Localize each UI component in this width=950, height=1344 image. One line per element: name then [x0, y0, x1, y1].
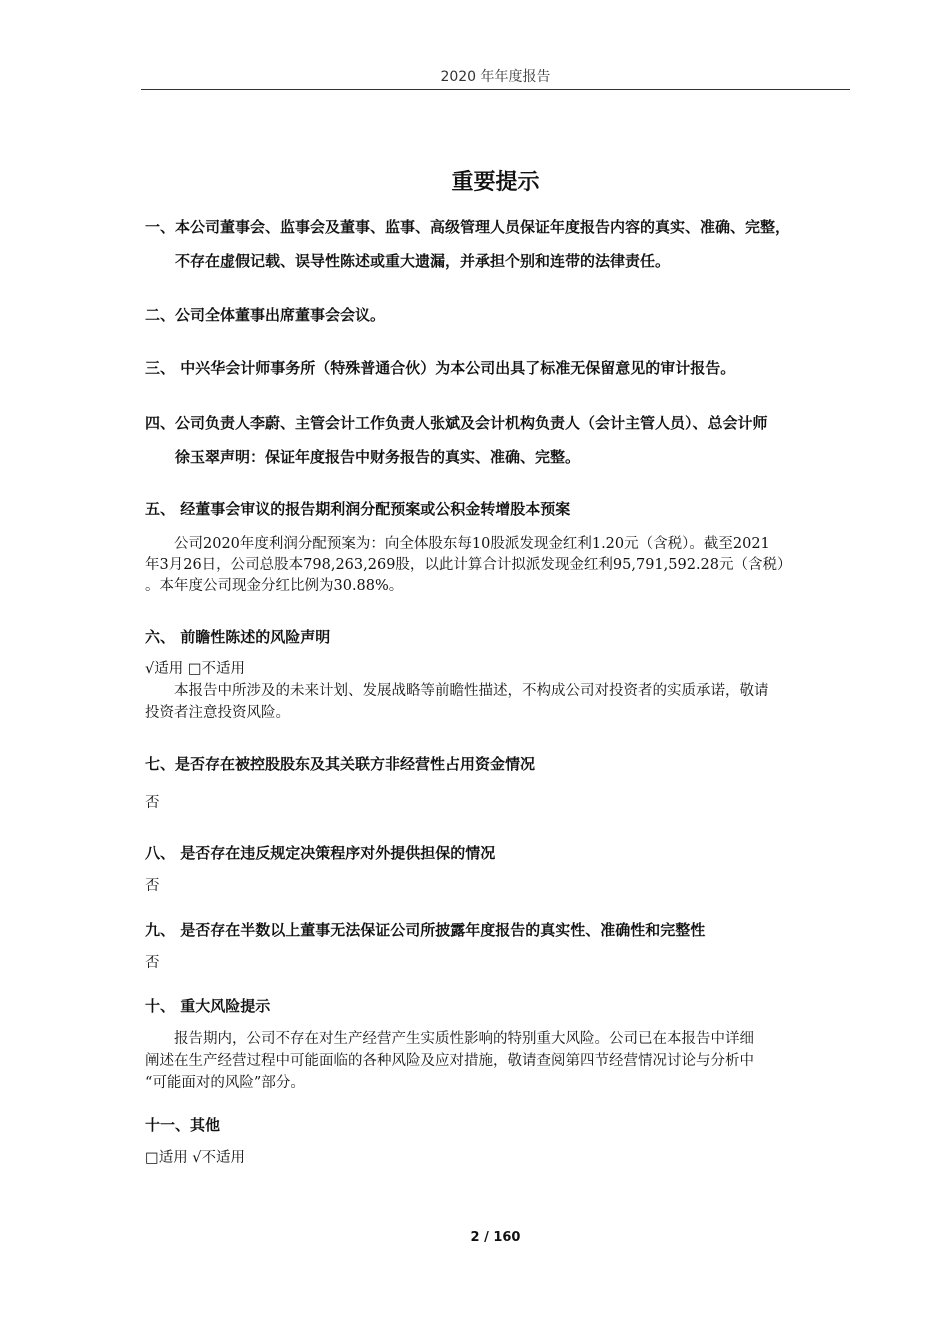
section-10-heading: 十、 重大风险提示 — [145, 997, 271, 1015]
page-title: 重要提示 — [451, 170, 540, 195]
section-7-answer: 否 — [145, 795, 160, 811]
section-9-heading: 九、 是否存在半数以上董事无法保证公司所披露年度报告的真实性、准确性和完整性 — [145, 921, 706, 939]
section-6-heading: 六、 前瞻性陈述的风险声明 — [145, 628, 331, 646]
section-4-line-2: 徐玉翠声明：保证年度报告中财务报告的真实、准确、完整。 — [175, 448, 581, 466]
section-4-line-1: 四、公司负责人李蔚、主管会计工作负责人张斌及会计机构负责人（会计主管人员）、总会计师 — [145, 414, 768, 432]
section-10-body-line-3: “可能面对的风险”部分。 — [145, 1075, 305, 1091]
section-8-answer: 否 — [145, 878, 160, 894]
section-10-body-line-1: 报告期内，公司不存在对生产经营产生实质性影响的特别重大风险。公司已在本报告中详细 — [145, 1031, 754, 1047]
section-3-line-1: 三、 中兴华会计师事务所（特殊普通合伙）为本公司出具了标准无保留意见的审计报告。 — [145, 359, 736, 377]
section-1-line-2: 不存在虚假记载、误导性陈述或重大遗漏，并承担个别和连带的法律责任。 — [175, 252, 671, 270]
section-6-body-line-2: 投资者注意投资风险。 — [145, 705, 290, 721]
running-header: 2020 年年度报告 — [440, 69, 551, 85]
section-11-heading: 十一、其他 — [145, 1116, 221, 1134]
section-1-line-1: 一、本公司董事会、监事会及董事、监事、高级管理人员保证年度报告内容的真实、准确、完整， — [145, 218, 791, 236]
section-5-body-line-2: 年3月26日，公司总股本798,263,269股，以此计算合计拟派发现金红利95,791,592.28元（含税） — [145, 557, 792, 573]
section-2-line-1: 二、公司全体董事出席董事会会议。 — [145, 306, 386, 324]
section-10-body-line-2: 阐述在生产经营过程中可能面临的各种风险及应对措施，敬请查阅第四节经营情况讨论与分析中 — [145, 1053, 754, 1069]
section-7-heading: 七、是否存在被控股股东及其关联方非经营性占用资金情况 — [145, 755, 536, 773]
header-divider — [141, 89, 850, 90]
section-6-body-line-1: 本报告中所涉及的未来计划、发展战略等前瞻性描述，不构成公司对投资者的实质承诺，敬请 — [145, 683, 769, 699]
section-6-applicability: √适用 □不适用 — [145, 661, 246, 677]
section-5-heading: 五、 经董事会审议的报告期利润分配预案或公积金转增股本预案 — [145, 500, 571, 518]
section-9-answer: 否 — [145, 955, 160, 971]
section-8-heading: 八、 是否存在违反规定决策程序对外提供担保的情况 — [145, 844, 496, 862]
page-number: 2 / 160 — [470, 1230, 521, 1245]
section-5-body-line-3: 。本年度公司现金分红比例为30.88%。 — [145, 578, 404, 594]
section-11-applicability: □适用 √不适用 — [145, 1150, 246, 1166]
section-5-body-line-1: 公司2020年度利润分配预案为：向全体股东每10股派发现金红利1.20元（含税）。截至2021 — [145, 536, 770, 552]
